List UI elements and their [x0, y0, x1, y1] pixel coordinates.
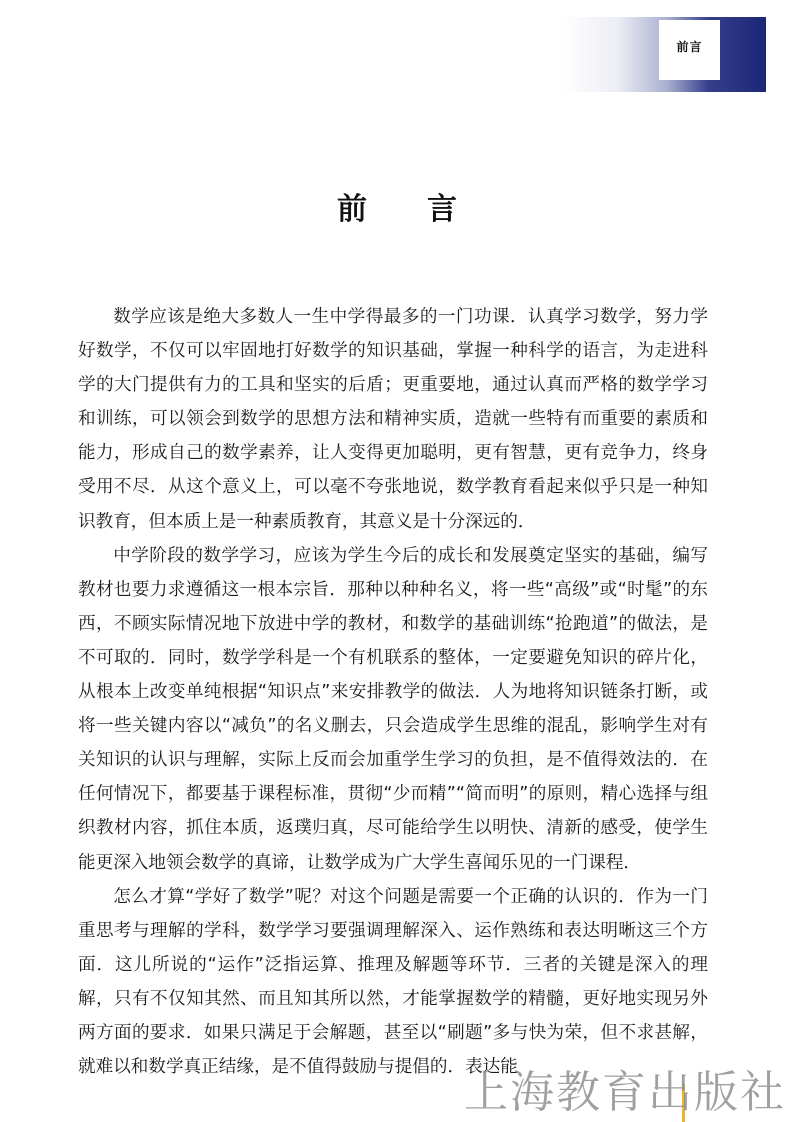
publisher-watermark: 上海教育出版社	[464, 1067, 786, 1118]
paragraph: 数学应该是绝大多数人一生中学得最多的一门功课．认真学习数学，努力学好数学，不仅可以牢固地打好数学的知识基础，掌握一种科学的语言，为走进科学的大门提供有力的工具和坚实的后盾；更重要地，通过认真而严格的数学学习和训练，可以领会到数学的思想方法和精神实质，造就一些特有而重要的素质和能力，形成自己的数学素养，让人变得更加聪明，更有智慧，更有竞争力，终身受用不尽．从这个意义上，可以毫不夸张地说，数学教育看起来似乎只是一种知识教育，但本质上是一种素质教育，其意义是十分深远的．	[78, 307, 708, 532]
page-title-char-1: 前	[337, 192, 367, 227]
page-title	[0, 184, 794, 228]
paragraph: 中学阶段的数学学习，应该为学生今后的成长和发展奠定坚实的基础，编写教材也要力求遵循这一根本宗旨．那种以种种名义，将一些“高级”或“时髦”的东西，不顾实际情况地下放进中学的教材，和数学的基础训练“抢跑道”的做法，是不可取的．同时，数学学科是一个有机联系的整体，一定要避免知识的碎片化，从根本上改变单纯根据“知识点”来安排教学的做法．人为地将知识链条打断，或将一些关键内容以“减负”的名义删去，只会造成学生思维的混乱，影响学生对有关知识的认识与理解，实际上反而会加重学生学习的负担，是不值得效法的．在任何情况下，都要基于课程标准，贯彻“少而精”“简而明”的原则，精心选择与组织教材内容，抓住本质，返璞归真，尽可能给学生以明快、清新的感受，使学生能更深入地领会数学的真谛，让数学成为广大学生喜闻乐见的一门课程．	[78, 545, 708, 873]
running-header-section-label: 前言	[676, 40, 703, 54]
body-text	[78, 300, 708, 1084]
paragraph: 怎么才算“学好了数学”呢？对这个问题是需要一个正确的认识的．作为一门重思考与理解的学科，数学学习要强调理解深入、运作熟练和表达明晰这三个方面．这儿所说的“运作”泛指运算、推理及解题等环节．三者的关键是深入的理解，只有不仅知其然、而且知其所以然，才能掌握数学的精髓，更好地实现另外两方面的要求．如果只满足于会解题，甚至以“刷题”多与快为荣，但不求甚解，就难以和数学真正结缘，是不值得鼓励与提倡的．表达能	[78, 886, 708, 1078]
page-title-char-2: 言	[427, 192, 457, 227]
